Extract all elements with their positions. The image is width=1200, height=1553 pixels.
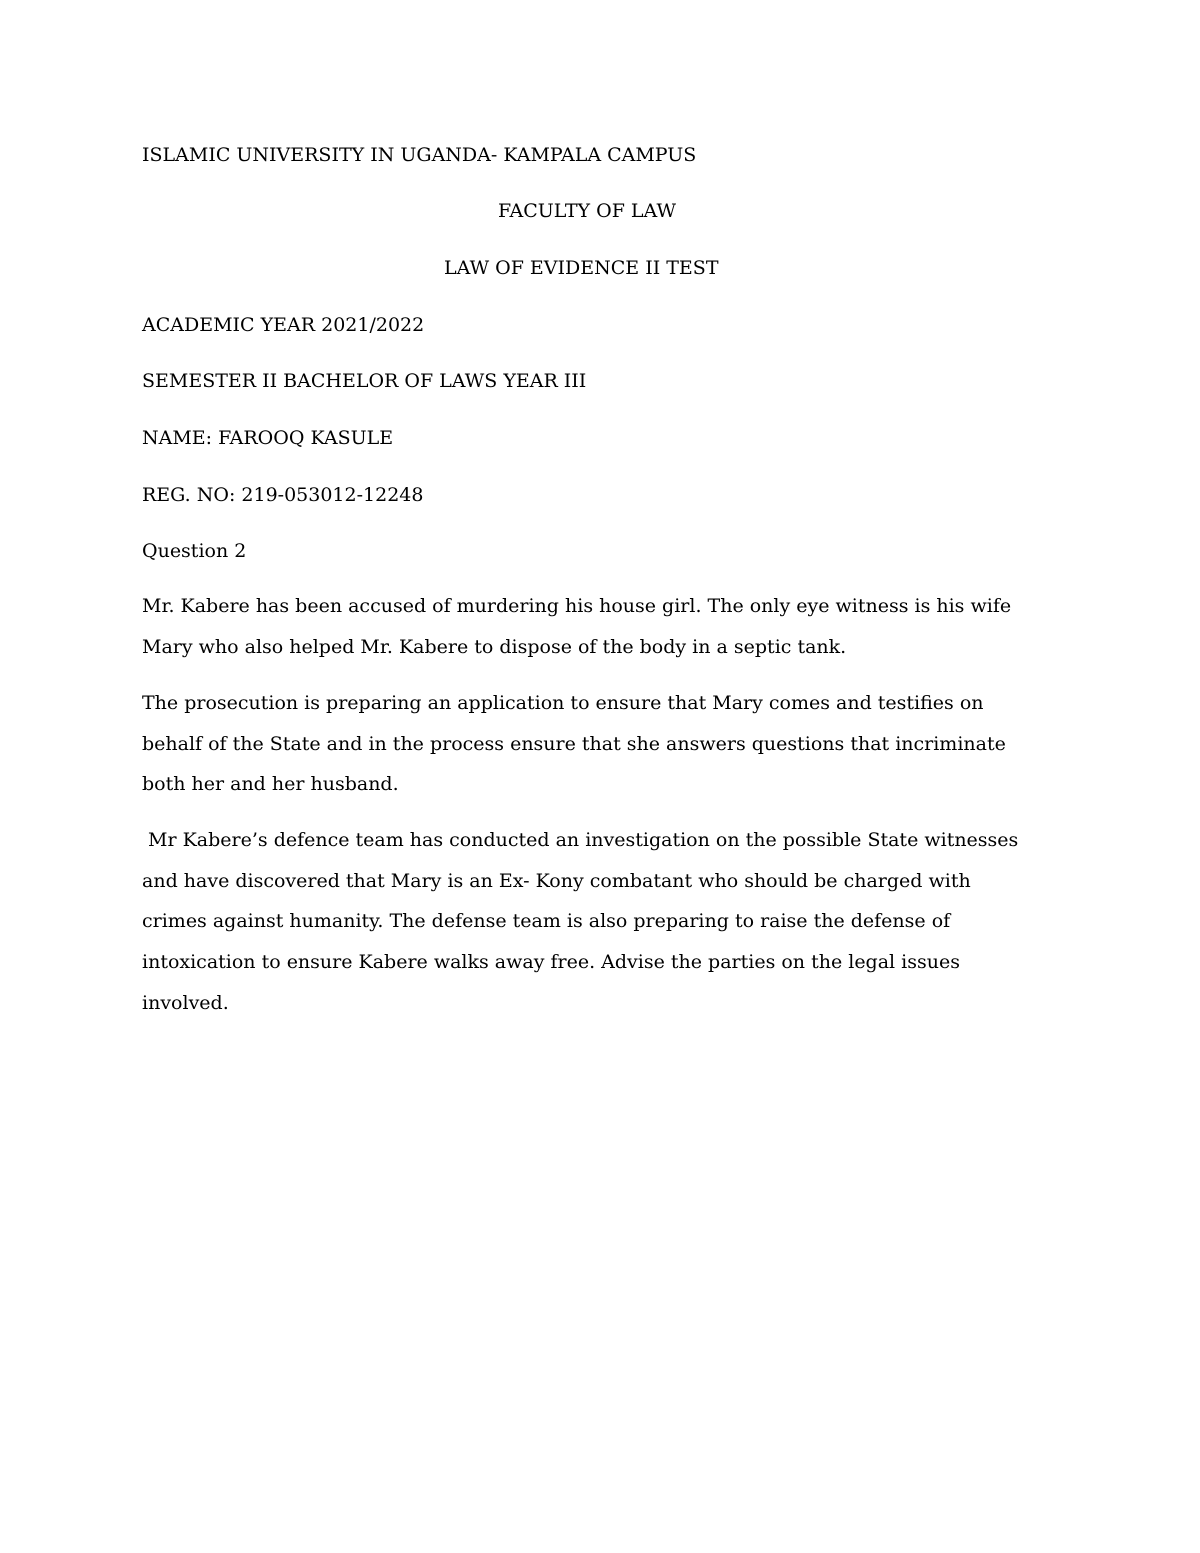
paragraph-1 [142,586,1047,667]
paragraph-3 [142,820,1047,1024]
registration-number: REG. NO: 219-053012-12248 [142,484,424,506]
paragraph-line: The prosecution is preparing an application to ensure that Mary comes and testifies on [142,692,984,714]
student-name: NAME: FAROOQ KASULE [142,427,394,449]
paragraph-line: intoxication to ensure Kabere walks away free. Advise the parties on the legal issues [142,951,960,974]
question-label: Question 2 [142,540,247,562]
paragraph-line: involved. [142,991,229,1014]
paragraph-line: and have discovered that Mary is an Ex- Kony combatant who should be charged with [142,869,971,892]
paragraph-line: both her and her husband. [142,773,399,796]
academic-year: ACADEMIC YEAR 2021/2022 [142,314,425,336]
faculty-heading: FACULTY OF LAW [498,200,677,222]
paragraph-line: Mary who also helped Mr. Kabere to dispose of the body in a septic tank. [142,635,847,658]
semester-line: SEMESTER II BACHELOR OF LAWS YEAR III [142,370,587,392]
paragraph-line: crimes against humanity. The defense team is also preparing to raise the defense of [142,910,951,933]
paragraph-line: Mr Kabere’s defence team has conducted an investigation on the possible State witnesses [142,829,1019,851]
university-heading: ISLAMIC UNIVERSITY IN UGANDA- KAMPALA CAMPUS [142,144,697,166]
paragraph-2 [142,683,1047,805]
paragraph-line: behalf of the State and in the process ensure that she answers questions that incriminate [142,732,1006,755]
test-title: LAW OF EVIDENCE II TEST [444,257,719,279]
paragraph-line: Mr. Kabere has been accused of murdering his house girl. The only eye witness is his wife [142,595,1012,617]
